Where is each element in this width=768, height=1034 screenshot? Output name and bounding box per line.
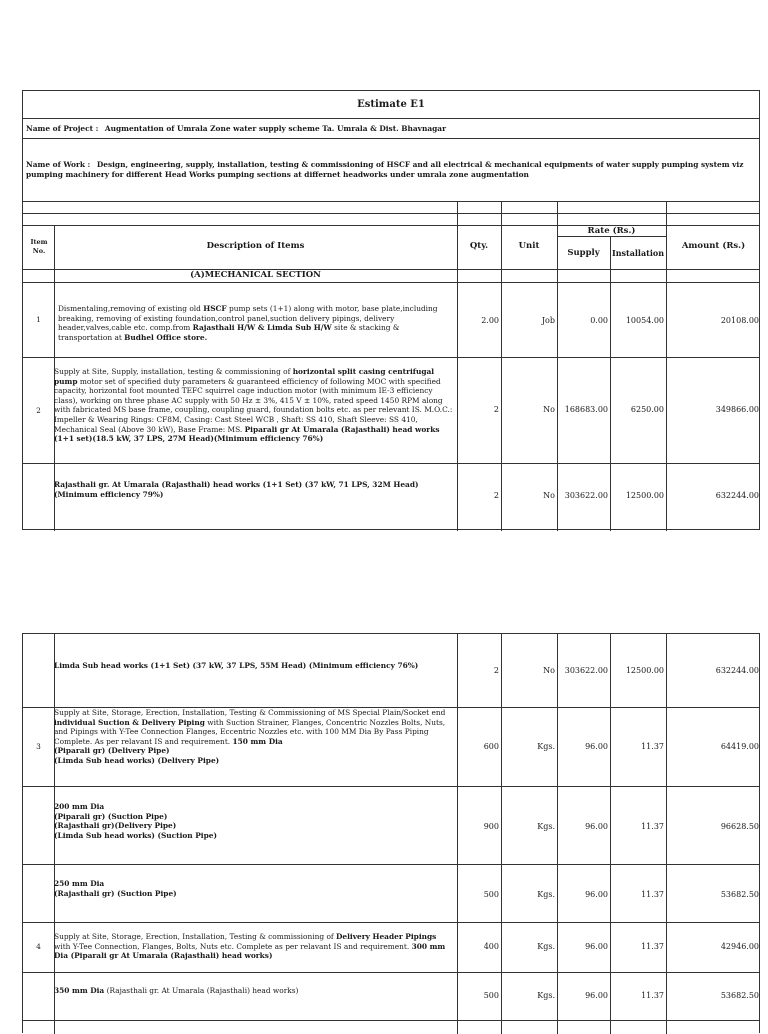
- row-amount: 349866.00: [715, 405, 759, 414]
- row-unit: No: [543, 666, 555, 675]
- row-installation: 11.37: [641, 991, 664, 1000]
- header-supply: Supply: [567, 248, 600, 258]
- row-amount: 42946.00: [720, 942, 759, 951]
- row-supply: 96.00: [585, 942, 608, 951]
- row-qty: 900: [483, 822, 499, 831]
- header-installation: Installation: [611, 248, 665, 258]
- row-installation: 11.37: [641, 822, 664, 831]
- estimate-title: Estimate E1: [357, 99, 425, 110]
- row-description: 200 mm Dia (Piparali gr) (Suction Pipe) (Rajasthali gr)(Delivery Pipe) (Limda Sub head works) (Suction Pipe): [54, 802, 217, 840]
- row-qty: 2: [493, 405, 499, 414]
- work-label: Name of Work :: [26, 160, 91, 169]
- header-item-no: Item No.: [30, 238, 48, 255]
- row-description: 250 mm Dia (Rajasthali gr) (Suction Pipe): [54, 879, 177, 898]
- row-amount: 96628.50: [720, 822, 759, 831]
- project-line: [26, 124, 746, 134]
- header-rate: Rate (Rs.): [587, 226, 636, 236]
- row-qty: 600: [483, 742, 499, 751]
- work-line: [26, 160, 746, 179]
- row-installation: 12500.00: [625, 666, 664, 675]
- row-supply: 96.00: [585, 822, 608, 831]
- header-amount: Amount (Rs.): [681, 241, 746, 251]
- row-amount: 53682.50: [720, 991, 759, 1000]
- row-unit: Kgs.: [537, 742, 555, 751]
- header-qty: Qty.: [469, 241, 489, 251]
- row-unit: Kgs.: [537, 822, 555, 831]
- row-item-no: 2: [36, 406, 41, 415]
- row-qty: 500: [483, 890, 499, 899]
- row-unit: Kgs.: [537, 942, 555, 951]
- row-qty: 2: [493, 666, 499, 675]
- section-heading: (A)MECHANICAL SECTION: [190, 270, 321, 280]
- row-supply: 303622.00: [564, 491, 608, 500]
- row-item-no: 1: [36, 315, 41, 324]
- row-installation: 11.37: [641, 890, 664, 899]
- work-text: Design, engineering, supply, installation, testing & commissioning of HSCF and all electrical & mechanical equipments of water supply pumping system viz pumping machinery for different Head Works pumping sections at differnet headworks under umrala zone augmentation: [26, 160, 744, 179]
- row-description: Dismentaling,removing of existing old HSCF pump sets (1+1) along with motor, base plate,including breaking, removing of existing foundation,control panel,suction delivery pipings, delivery header,valves,cable etc. comp.from Rajasthali H/W & Limda Sub H/W site & stacking & transportation at Budhel Office store.: [58, 304, 438, 342]
- row-qty: 2.00: [481, 316, 499, 325]
- estimate-sheet-2: [22, 633, 760, 1033]
- estimate-sheet-1: [22, 90, 760, 530]
- row-supply: 96.00: [585, 991, 608, 1000]
- row-qty: 500: [483, 991, 499, 1000]
- row-amount: 53682.50: [720, 890, 759, 899]
- header-unit: Unit: [518, 241, 540, 251]
- row-amount: 64419.00: [720, 742, 759, 751]
- row-amount: 20108.00: [720, 316, 759, 325]
- row-item-no: 4: [36, 942, 41, 951]
- row-installation: 11.37: [641, 742, 664, 751]
- row-description: Supply at Site, Storage, Erection, Installation, Testing & Commissioning of MS Special Plain/Socket end individual Suction & Delivery Piping with Suction Strainer, Flanges, Concentric Nozzles Bolts, Nuts, and Pipings with Y-Tee Connection Flanges, Eccentric Nozzles etc. with 100 MM Dia By Pass Piping Complete. As per relavant IS and requirement. 150 mm Dia (Piparali gr) (Delivery Pipe) (Limda Sub head works) (Delivery Pipe): [54, 708, 446, 765]
- row-unit: Kgs.: [537, 991, 555, 1000]
- row-description: Limda Sub head works (1+1 Set) (37 kW, 37 LPS, 55M Head) (Minimum efficiency 76%): [54, 661, 419, 670]
- row-unit: Kgs.: [537, 890, 555, 899]
- header-description: Description of Items: [206, 241, 305, 251]
- row-supply: 96.00: [585, 890, 608, 899]
- row-amount: 632244.00: [715, 666, 759, 675]
- row-item-no: 3: [36, 742, 41, 751]
- row-description: Rajasthali gr. At Umarala (Rajasthali) head works (1+1 Set) (37 kW, 71 LPS, 32M Head)(Minimum efficiency 79%): [54, 480, 419, 499]
- row-unit: No: [543, 491, 555, 500]
- row-installation: 11.37: [641, 942, 664, 951]
- row-installation: 10054.00: [625, 316, 664, 325]
- project-text: Augmentation of Umrala Zone water supply scheme Ta. Umrala & Dist. Bhavnagar: [104, 124, 446, 133]
- row-supply: 168683.00: [564, 405, 608, 414]
- row-description: Supply at Site, Supply, installation, testing & commissioning of horizontal split casing centrifugal pump motor set of specified duty parameters & guaranteed efficiency of following MOC with specified capacity, horizontal foot mounted TEFC squirrel cage induction motor (with minimum IE-3 efficiency class), working on three phase AC supply with 50 Hz ± 3%, 415 V ± 10%, rated speed 1450 RPM along with fabricated MS base frame, coupling, coupling guard, foundation bolts etc. as per relevant IS. M.O.C.: Impeller & Wearing Rings: CF8M, Casing: Cast Steel WCB , Shaft: SS 410, Shaft Sleeve: SS 410, Mechanical Seal (Above 30 kW), Base Frame: MS. Piparali gr At Umarala (Rajasthali) head works (1+1 set)(18.5 kW, 37 LPS, 27M Head)(Minimum efficiency 76%): [54, 367, 453, 444]
- row-description: 350 mm Dia (Rajasthali gr. At Umarala (Rajasthali) head works): [54, 986, 299, 995]
- row-qty: 2: [493, 491, 499, 500]
- row-installation: 12500.00: [625, 491, 664, 500]
- row-unit: Job: [541, 316, 555, 325]
- project-label: Name of Project :: [26, 124, 99, 133]
- row-description: Supply at Site, Storage, Erection, Installation, Testing & commissioning of Delivery Header Pipings with Y-Tee Connection, Flanges, Bolts, Nuts etc. Complete as per relavant IS and requirement. 300 mm Dia (Piparali gr At Umarala (Rajasthali) head works): [54, 932, 446, 961]
- row-installation: 6250.00: [630, 405, 664, 414]
- row-supply: 303622.00: [564, 666, 608, 675]
- row-qty: 400: [483, 942, 499, 951]
- row-supply: 0.00: [590, 316, 608, 325]
- row-amount: 632244.00: [715, 491, 759, 500]
- row-supply: 96.00: [585, 742, 608, 751]
- row-unit: No: [543, 405, 555, 414]
